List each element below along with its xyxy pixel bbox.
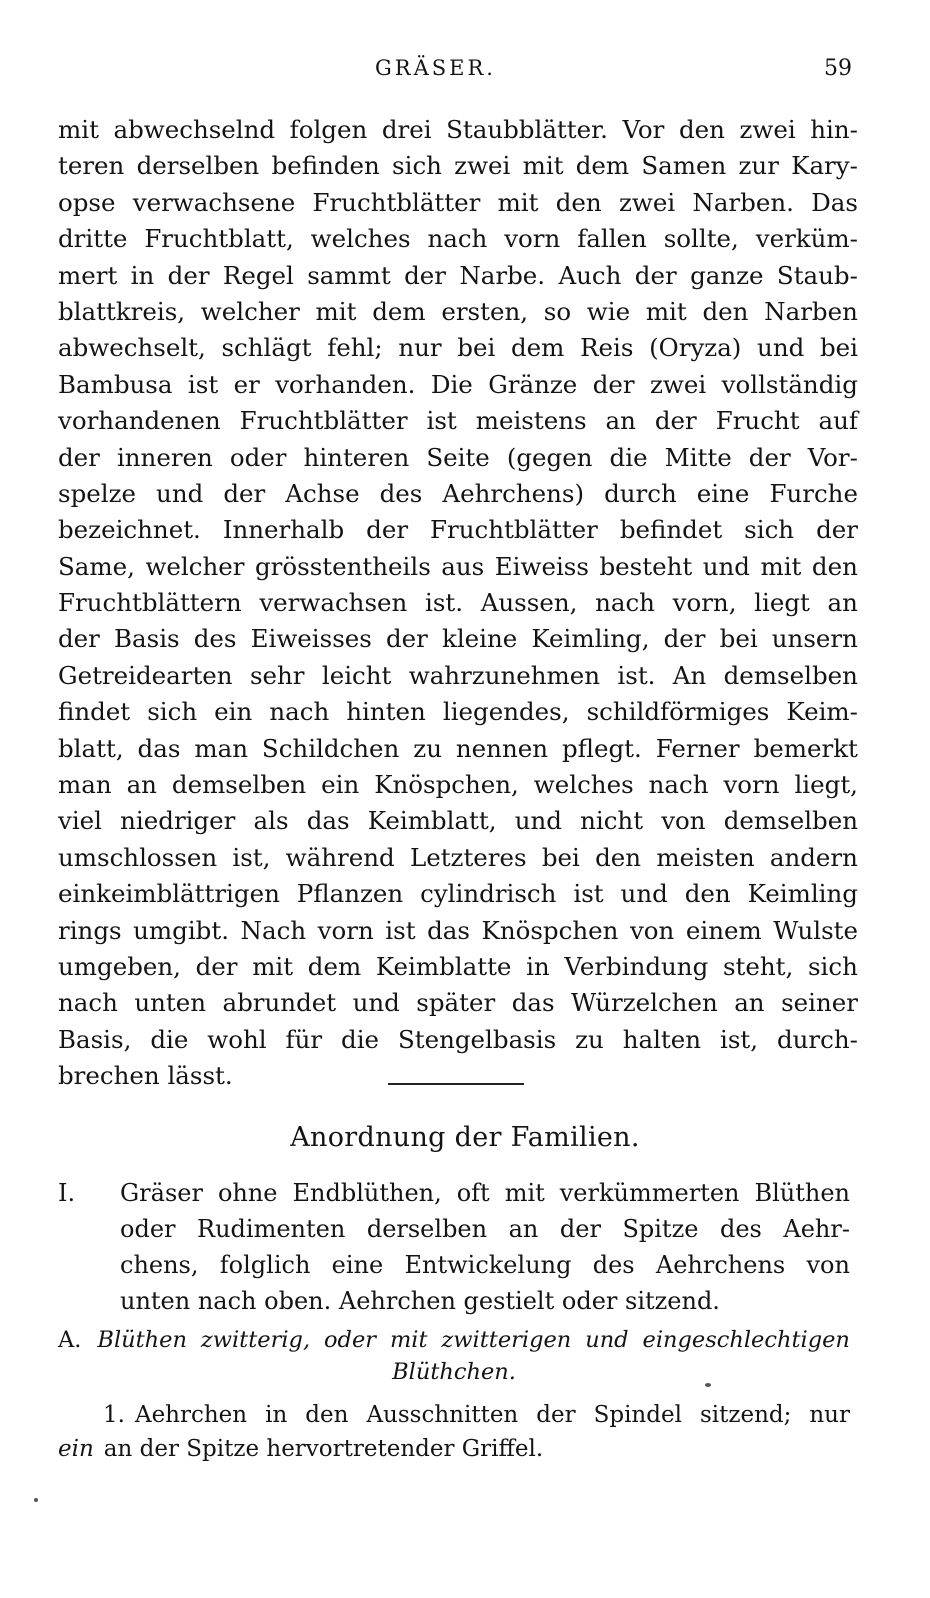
- body-text: [58, 112, 858, 1095]
- text-line: bezeichnet. Innerhalb der Fruchtblätter befindet sich der: [58, 515, 858, 545]
- item-1-number: 1.: [103, 1402, 125, 1428]
- text-line: einkeimblättrigen Pflanzen cylindrisch ist und den Keimling: [58, 879, 858, 909]
- group-i-text: [120, 1175, 850, 1319]
- text-line: teren derselben befinden sich zwei mit dem Samen zur Kary-: [58, 151, 858, 181]
- ink-speck: [34, 1498, 38, 1502]
- text-line: man an demselben ein Knöspchen, welches nach vorn liegt,: [58, 770, 858, 800]
- text-line: rings umgibt. Nach vorn ist das Knöspchen von einem Wulste: [58, 915, 858, 945]
- text-line: Fruchtblättern verwachsen ist. Aussen, nach vorn, liegt an: [58, 588, 858, 618]
- item-1-emphasis: ein: [58, 1436, 94, 1462]
- group-i-line: Gräser ohne Endblüthen, oft mit verkümmerten Blüthen: [120, 1179, 850, 1207]
- item-1-text-line-2: an der Spitze hervortretender Griffel.: [103, 1436, 544, 1462]
- text-line: der inneren oder hinteren Seite (gegen die Mitte der Vor-: [58, 442, 858, 472]
- item-1-line-1: [58, 1398, 850, 1432]
- text-line: blattkreis, welcher mit dem ersten, so wie mit den Narben: [58, 296, 858, 326]
- item-1-line-2: [58, 1432, 850, 1466]
- text-line: der Basis des Eiweisses der kleine Keimling, der bei unsern: [58, 624, 858, 654]
- group-i-line: unten nach oben. Aehrchen gestielt oder sitzend.: [120, 1287, 720, 1315]
- text-line: umgeben, der mit dem Keimblatte in Verbindung steht, sich: [58, 951, 858, 981]
- text-line: umschlossen ist, während Letzteres bei den meisten andern: [58, 842, 858, 872]
- group-a-marker: A.: [58, 1327, 82, 1353]
- section-heading: Anordnung der Familien.: [290, 1122, 640, 1153]
- group-i-line: chens, folglich eine Entwickelung des Aehrchens von: [120, 1251, 850, 1279]
- group-a: [58, 1324, 850, 1388]
- item-1: [58, 1398, 850, 1466]
- text-line: vorhandenen Fruchtblätter ist meistens an der Frucht auf: [58, 406, 858, 436]
- text-line: opse verwachsene Fruchtblätter mit den zwei Narben. Das: [58, 187, 858, 217]
- text-line: nach unten abrundet und später das Würzelchen an seiner: [58, 988, 858, 1018]
- text-line: viel niedriger als das Keimblatt, und nicht von demselben: [58, 806, 858, 836]
- group-i: [58, 1175, 850, 1319]
- page-number: 59: [824, 56, 852, 81]
- text-line: Basis, die wohl für die Stengelbasis zu halten ist, durch-: [58, 1024, 858, 1054]
- group-a-line-2: Blüthchen.: [392, 1359, 516, 1385]
- ink-speck: [705, 1383, 711, 1387]
- text-line: spelze und der Achse des Aehrchens) durch eine Furche: [58, 478, 858, 508]
- group-i-marker: I.: [58, 1179, 76, 1207]
- group-i-line: oder Rudimenten derselben an der Spitze des Aehr-: [120, 1215, 850, 1243]
- section-divider: [388, 1083, 524, 1085]
- group-a-line-1: [58, 1324, 850, 1356]
- item-1-text-line-1: Aehrchen in den Ausschnitten der Spindel sitzend; nur: [134, 1402, 850, 1428]
- text-line: mert in der Regel sammt der Narbe. Auch der ganze Staub-: [58, 260, 858, 290]
- text-line: abwechselt, schlägt fehl; nur bei dem Reis (Oryza) und bei: [58, 333, 858, 363]
- text-line: brechen lässt.: [58, 1061, 233, 1091]
- text-line: Same, welcher grösstentheils aus Eiweiss besteht und mit den: [58, 551, 858, 581]
- page-header: [0, 56, 930, 86]
- text-line: dritte Fruchtblatt, welches nach vorn fallen sollte, verküm-: [58, 224, 858, 254]
- group-a-title: Blüthen zwitterig, oder mit zwitterigen und eingeschlechtigen: [97, 1327, 850, 1353]
- text-line: blatt, das man Schildchen zu nennen pflegt. Ferner bemerkt: [58, 733, 858, 763]
- text-line: Getreidearten sehr leicht wahrzunehmen ist. An demselben: [58, 660, 858, 690]
- running-head: GRÄSER.: [375, 56, 496, 80]
- text-line: findet sich ein nach hinten liegendes, schildförmiges Keim-: [58, 697, 858, 727]
- text-line: mit abwechselnd folgen drei Staubblätter. Vor den zwei hin-: [58, 115, 858, 144]
- text-line: Bambusa ist er vorhanden. Die Gränze der zwei vollständig: [58, 369, 858, 399]
